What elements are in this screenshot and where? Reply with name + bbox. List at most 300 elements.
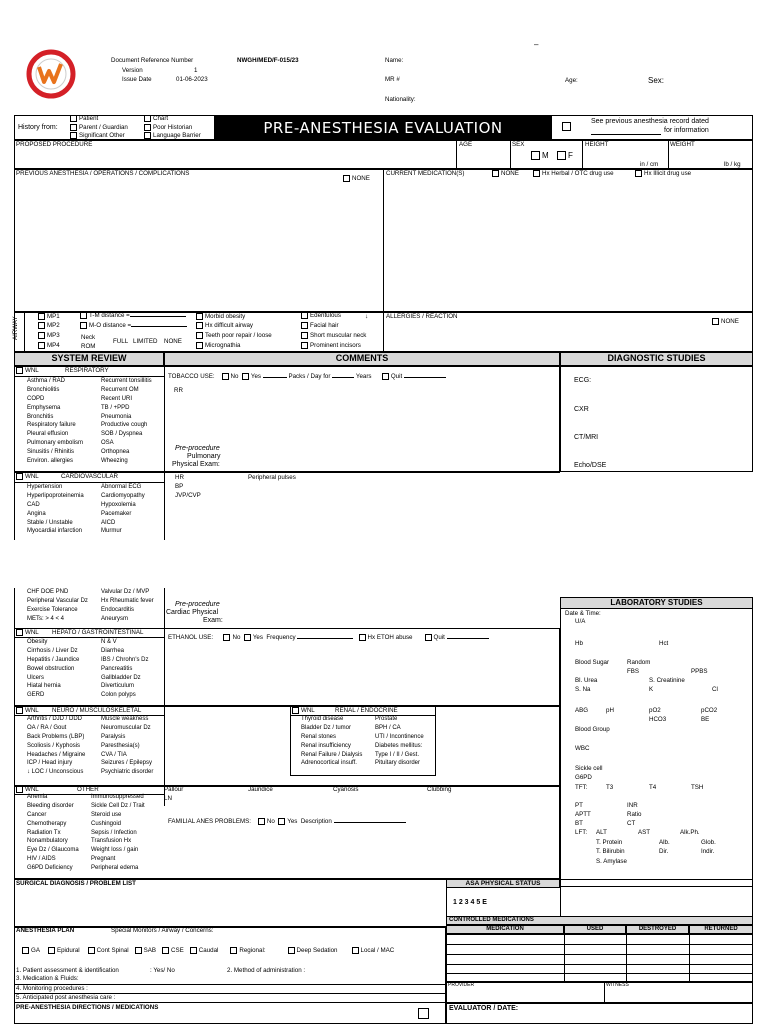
asa-header: ASA PHYSICAL STATUS bbox=[446, 879, 560, 888]
col-medication: MEDICATION bbox=[446, 925, 564, 934]
resp-right-list bbox=[101, 378, 152, 467]
condition-item[interactable]: METs: > 4 < 4 bbox=[27, 615, 65, 622]
plan-option[interactable] bbox=[48, 947, 80, 954]
anesthesia-plan-label: ANESTHESIA PLAN bbox=[16, 927, 75, 934]
resp-wnl[interactable]: WNL bbox=[16, 367, 39, 374]
bp-label: BP bbox=[175, 483, 184, 490]
renal-right-list bbox=[375, 716, 424, 769]
see-prev-date-line[interactable] bbox=[591, 134, 661, 135]
diagnostic-header: DIAGNOSTIC STUDIES bbox=[560, 352, 753, 366]
cardio-wnl[interactable]: WNL bbox=[16, 473, 39, 480]
condition-item[interactable]: Sepsis / Infection bbox=[91, 829, 137, 836]
resp-title: RESPIRATORY bbox=[65, 367, 109, 374]
condition-item[interactable]: CAD bbox=[27, 501, 40, 508]
condition-item[interactable]: Peripheral Vascular Dz bbox=[27, 597, 88, 604]
condition-item[interactable]: Renal stones bbox=[301, 733, 337, 740]
condition-item[interactable]: CVA / TIA bbox=[101, 751, 127, 758]
lab-bl-urea: Bl. Urea bbox=[575, 677, 598, 684]
teeth-poor[interactable]: Teeth poor repair / loose bbox=[196, 332, 272, 339]
plan-options bbox=[22, 947, 394, 954]
morbid-obesity[interactable]: Morbid obesity bbox=[196, 313, 245, 320]
cyanosis-label: Cyanosis bbox=[333, 786, 359, 793]
rom-none[interactable]: NONE bbox=[164, 338, 182, 345]
evaluator-label: EVALUATOR / DATE: bbox=[449, 1005, 519, 1012]
micrognathia[interactable]: Micrognathia bbox=[196, 342, 240, 349]
condition-item[interactable]: Bronchitis bbox=[27, 413, 54, 420]
lab-glob: Glob. bbox=[701, 839, 716, 846]
hepato-left-list bbox=[27, 639, 79, 701]
tm-distance[interactable]: T-M distance = bbox=[80, 312, 186, 319]
plan-option-label: Caudal bbox=[198, 947, 219, 955]
ecg-label: ECG: bbox=[574, 377, 592, 384]
doc-ref-value: NWGH/MED/F-015/23 bbox=[237, 57, 299, 64]
condition-item[interactable]: Myocardial infarction bbox=[27, 528, 83, 535]
condition-item[interactable]: Hiatal hernia bbox=[27, 683, 61, 690]
plan-option-label: Cont Spinal bbox=[96, 947, 129, 955]
neck-label: Neck bbox=[81, 334, 96, 341]
condition-item[interactable]: Productive cough bbox=[101, 422, 148, 429]
other-title: OTHER bbox=[77, 786, 99, 793]
lab-blood-group: Blood Group bbox=[575, 726, 610, 733]
plan-option[interactable] bbox=[230, 947, 265, 954]
mp2[interactable]: MP2 bbox=[38, 322, 60, 329]
condition-item[interactable]: Adrenocortical insuff. bbox=[301, 760, 357, 767]
lab-tft: TFT: bbox=[575, 784, 588, 791]
neuro-left-list bbox=[27, 716, 85, 778]
history-opt-language[interactable]: Language Barrier bbox=[144, 132, 201, 139]
condition-item[interactable]: ICP / Head injury bbox=[27, 760, 73, 767]
provider-label: PROVIDER bbox=[448, 982, 475, 988]
condition-item[interactable]: Hyperlipoproteinemia bbox=[27, 492, 84, 499]
sex-m[interactable]: M bbox=[531, 151, 549, 160]
lab-tbili: T. Bilirubin bbox=[596, 848, 625, 855]
condition-item[interactable]: G6PD Deficiency bbox=[27, 865, 73, 872]
checkbox-icon bbox=[135, 947, 142, 954]
condition-item[interactable]: Recurrent OM bbox=[101, 386, 139, 393]
lab-ph: pH bbox=[606, 707, 614, 714]
plan-option[interactable] bbox=[88, 947, 129, 954]
peripheral-pulses-label: Peripheral pulses bbox=[248, 474, 296, 481]
condition-item[interactable]: HIV / AIDS bbox=[27, 856, 56, 863]
condition-item[interactable]: Endocarditis bbox=[101, 606, 135, 613]
hx-herbal[interactable]: Hx Herbal / OTC drug use bbox=[533, 170, 614, 177]
condition-item[interactable]: Bleeding disorder bbox=[27, 802, 74, 809]
cxr-label: CXR bbox=[574, 406, 589, 413]
history-opt-parent[interactable]: Parent / Guardian bbox=[70, 124, 128, 131]
lab-pt: PT bbox=[575, 802, 583, 809]
condition-item[interactable]: Prostate bbox=[375, 716, 398, 722]
plan-option[interactable] bbox=[135, 947, 156, 954]
resp-left-list bbox=[27, 378, 83, 467]
history-opt-chart[interactable]: Chart bbox=[144, 115, 168, 122]
lab-inr: INR bbox=[627, 802, 638, 809]
lab-ct: CT bbox=[627, 820, 636, 827]
condition-item[interactable]: Cushingoid bbox=[91, 820, 122, 827]
phys-exam-label: Physical Exam: bbox=[172, 461, 220, 468]
checkbox-icon bbox=[190, 947, 197, 954]
condition-item[interactable]: Weight loss / gain bbox=[91, 847, 139, 854]
plan-option[interactable] bbox=[288, 947, 338, 954]
condition-item[interactable]: Asthma / RAD bbox=[27, 378, 66, 384]
condition-item[interactable]: Radiation Tx bbox=[27, 829, 61, 836]
history-opt-poor[interactable]: Poor Historian bbox=[144, 124, 192, 131]
condition-item[interactable]: Bowel obstruction bbox=[27, 665, 75, 672]
plan-option[interactable] bbox=[352, 947, 395, 954]
proposed-procedure-label: PROPOSED PROCEDURE bbox=[16, 141, 93, 148]
condition-item[interactable]: Pancreatitis bbox=[101, 665, 133, 672]
comments-header: COMMENTS bbox=[164, 352, 560, 366]
echo-label: Echo/DSE bbox=[574, 462, 607, 469]
condition-item[interactable]: Emphysema bbox=[27, 404, 61, 411]
condition-item[interactable]: BPH / CA bbox=[375, 724, 401, 731]
lab-bt: BT bbox=[575, 820, 583, 827]
lab-hco3: HCO3 bbox=[649, 716, 667, 723]
ctmri-label: CT/MRI bbox=[574, 434, 599, 441]
mp3[interactable]: MP3 bbox=[38, 332, 60, 339]
condition-item[interactable]: Cancer bbox=[27, 811, 47, 818]
plan-option-label: CSE bbox=[171, 947, 184, 955]
plan-item-5: 5. Anticipated post anesthesia care : bbox=[16, 994, 116, 1001]
condition-item[interactable]: Arthritis / DJD / DDD bbox=[27, 716, 83, 722]
system-review-header: SYSTEM REVIEW bbox=[14, 352, 164, 366]
condition-item[interactable]: Abnormal ECG bbox=[101, 484, 142, 490]
see-prev-label: See previous anesthesia record dated bbox=[591, 118, 709, 125]
lab-lft: LFT: bbox=[575, 829, 588, 836]
see-prev-checkbox[interactable] bbox=[562, 122, 573, 131]
checkbox-icon bbox=[48, 947, 55, 954]
sex-f[interactable]: F bbox=[557, 151, 573, 160]
cardiac-pre-proc: Pre-procedure bbox=[175, 601, 220, 608]
condition-item[interactable]: Seizures / Epilepsy bbox=[101, 760, 153, 767]
condition-item[interactable]: Pacemaker bbox=[101, 510, 132, 517]
condition-item[interactable]: Exercise Tolerance bbox=[27, 606, 78, 613]
down-arrow-icon: ↓ bbox=[365, 313, 369, 320]
cardiac-exam: Exam: bbox=[203, 617, 223, 624]
lab-hct: Hct bbox=[659, 640, 669, 647]
lab-dir: Dir. bbox=[659, 848, 669, 855]
lab-abg: ABG bbox=[575, 707, 589, 714]
special-monitors-label: Special Monitors / Airway / Concerns: bbox=[111, 927, 214, 934]
other-right-list bbox=[91, 794, 145, 874]
issue-date-label: Issue Date bbox=[122, 76, 152, 83]
lb-kg-label: lb / kg bbox=[724, 161, 741, 168]
condition-item[interactable]: Cirrhosis / Liver Dz bbox=[27, 647, 78, 654]
condition-item[interactable]: Recurrent tonsillitis bbox=[101, 378, 152, 384]
ethanol-row: ETHANOL USE: No Yes Frequency Hx ETOH abuse Quit bbox=[168, 634, 489, 641]
condition-item[interactable]: Peripheral edema bbox=[91, 865, 139, 872]
rom-label: ROM bbox=[81, 343, 96, 350]
condition-item[interactable]: Headaches / Migraine bbox=[27, 751, 86, 758]
condition-item[interactable]: Recent URI bbox=[101, 395, 133, 402]
condition-item[interactable]: Anemia bbox=[27, 794, 48, 800]
cardiac-physical: Cardiac Physical bbox=[166, 609, 219, 616]
plan-option-label: Local / MAC bbox=[360, 947, 395, 955]
lab-tprotein: T. Protein bbox=[596, 839, 623, 846]
familial-row: FAMILIAL ANES PROBLEMS: No Yes Description bbox=[168, 818, 406, 825]
plan-option[interactable] bbox=[190, 947, 219, 954]
lab-wbc: WBC bbox=[575, 745, 590, 752]
history-from-label: History from: bbox=[18, 124, 58, 131]
condition-item[interactable]: Diarrhea bbox=[101, 647, 125, 654]
col-used: USED bbox=[564, 925, 626, 934]
weight-label: WEIGHT bbox=[670, 141, 695, 148]
condition-item[interactable]: Paralysis bbox=[101, 733, 126, 740]
condition-item[interactable]: Ulcers bbox=[27, 674, 45, 681]
directions-label: PRE-ANESTHESIA DIRECTIONS / MEDICATIONS bbox=[16, 1004, 159, 1011]
condition-item[interactable]: AICD bbox=[101, 519, 116, 526]
col-returned: RETURNED bbox=[689, 925, 753, 934]
condition-item[interactable]: Respiratory failure bbox=[27, 422, 76, 429]
allergies-none[interactable]: NONE bbox=[712, 318, 739, 325]
witness-label: WITNESS bbox=[606, 982, 629, 988]
condition-item[interactable]: Nonambulatory bbox=[27, 838, 68, 845]
version-label: Version bbox=[122, 67, 143, 74]
hx-difficult-airway[interactable]: Hx difficult airway bbox=[196, 322, 253, 329]
for-info-label: for information bbox=[664, 127, 709, 134]
lab-t3: T3 bbox=[606, 784, 614, 791]
lab-header: LABORATORY STUDIES bbox=[560, 597, 753, 609]
condition-item[interactable]: Steroid use bbox=[91, 811, 122, 818]
condition-item[interactable]: OSA bbox=[101, 440, 114, 447]
condition-item[interactable]: COPD bbox=[27, 395, 45, 402]
condition-item[interactable]: Immunosuppressed bbox=[91, 794, 144, 800]
condition-item[interactable]: Diverticulum bbox=[101, 683, 135, 690]
condition-item[interactable]: ↓ LOC / Unconscious bbox=[27, 769, 84, 776]
condition-item[interactable]: SOB / Dyspnea bbox=[101, 431, 143, 438]
neuro-block bbox=[14, 706, 560, 786]
dash: – bbox=[534, 40, 539, 49]
lab-ua: U/A bbox=[575, 618, 586, 625]
condition-item[interactable]: Scoliosis / Kyphosis bbox=[27, 742, 81, 749]
condition-item[interactable]: Muscle weakness bbox=[101, 716, 149, 722]
condition-item[interactable]: GERD bbox=[27, 692, 45, 699]
form-title: PRE-ANESTHESIA EVALUATION bbox=[214, 116, 552, 140]
lab-amylase: S. Amylase bbox=[596, 858, 627, 865]
lab-alt: ALT bbox=[596, 829, 607, 836]
hepato-title: HEPATO / GASTROINTESTINAL bbox=[52, 629, 144, 636]
condition-item[interactable]: Cardiomyopathy bbox=[101, 492, 145, 499]
condition-item[interactable]: Renal insufficiency bbox=[301, 742, 351, 749]
prev-none[interactable]: NONE bbox=[343, 175, 370, 182]
mp4[interactable]: MP4 bbox=[38, 342, 60, 349]
condition-item[interactable]: Bladder Dz / tumor bbox=[301, 724, 352, 731]
history-opt-patient[interactable]: Patient bbox=[70, 115, 98, 122]
tobacco-row: TOBACCO USE: No Yes Packs / Day for Years Quit bbox=[168, 373, 446, 380]
lab-alb: Alb. bbox=[659, 839, 670, 846]
checkbox-icon bbox=[162, 947, 169, 954]
facial-hair[interactable]: Facial hair bbox=[301, 322, 339, 329]
cardio-right-list bbox=[101, 484, 145, 537]
condition-item[interactable]: Paresthesia(s) bbox=[101, 742, 140, 749]
respiratory-block bbox=[14, 366, 560, 472]
checkbox-icon bbox=[230, 947, 237, 954]
mo-distance[interactable]: M-O distance = bbox=[80, 322, 187, 329]
condition-item[interactable]: Diabetes mellitus: bbox=[375, 742, 423, 749]
height-label: HEIGHT bbox=[585, 141, 609, 148]
plan-option-label: SAB bbox=[143, 947, 157, 955]
plan-item-1-yesno[interactable]: : Yes/ No bbox=[150, 967, 175, 974]
condition-item[interactable]: Pleural effusion bbox=[27, 431, 69, 438]
condition-item[interactable]: Sickle Cell Dz / Trait bbox=[91, 802, 145, 809]
lab-ast: AST bbox=[638, 829, 651, 836]
condition-item[interactable]: Pulmonary embolism bbox=[27, 440, 84, 447]
lab-pco2: pCO2 bbox=[701, 707, 718, 714]
meds-none[interactable]: NONE bbox=[492, 170, 519, 177]
age-label: Age: bbox=[565, 77, 578, 84]
name-label: Name: bbox=[385, 57, 404, 64]
renal-wnl[interactable]: WNL bbox=[292, 707, 315, 714]
condition-item[interactable]: Environ. allergies bbox=[27, 458, 74, 465]
mp1[interactable]: MP1 bbox=[38, 313, 60, 320]
condition-item[interactable]: Hypertension bbox=[27, 484, 63, 490]
condition-item[interactable]: Murmur bbox=[101, 528, 122, 535]
hepato-wnl[interactable]: WNL bbox=[16, 629, 39, 636]
asa-classes[interactable]: 1 2 3 4 5 E bbox=[453, 899, 487, 906]
cardio-title: CARDIOVASCULAR bbox=[61, 473, 118, 480]
other-left-list bbox=[27, 794, 79, 874]
renal-left-list bbox=[301, 716, 362, 769]
condition-item[interactable]: Chemotherapy bbox=[27, 820, 67, 827]
form-page-2 bbox=[0, 588, 768, 1024]
rom-limited[interactable]: LIMITED bbox=[133, 338, 158, 345]
pre-proc-label: Pre-procedure bbox=[175, 445, 220, 452]
condition-item[interactable]: Type I / II / Gest. bbox=[375, 751, 420, 758]
surgical-dx-label: SURGICAL DIAGNOSIS / PROBLEM LIST bbox=[16, 880, 136, 887]
condition-item[interactable]: Obesity bbox=[27, 639, 48, 645]
lab-k: K bbox=[649, 686, 654, 693]
renal-title: RENAL / ENDOCRINE bbox=[335, 707, 398, 714]
nationality-label: Nationality: bbox=[385, 96, 416, 103]
condition-item[interactable]: CHF DOE PND bbox=[27, 589, 69, 595]
clubbing-label: Clubbing bbox=[427, 786, 452, 793]
condition-item[interactable]: Hypoxolemia bbox=[101, 501, 136, 508]
plan-option-label: GA bbox=[31, 947, 40, 955]
condition-item[interactable]: N & V bbox=[101, 639, 117, 645]
condition-item[interactable]: IBS / Chrohn's Dz bbox=[101, 656, 149, 663]
lab-s-na: S. Na bbox=[575, 686, 591, 693]
plan-option-label: Deep Sedation bbox=[296, 947, 338, 955]
condition-item[interactable]: Bronchiolitis bbox=[27, 386, 60, 393]
version-value: 1 bbox=[194, 67, 198, 74]
checkbox-icon bbox=[352, 947, 359, 954]
cardio2-left-list bbox=[27, 589, 88, 625]
pallour-label: Pallour bbox=[164, 786, 184, 793]
lab-alk: Alk.Ph. bbox=[680, 829, 700, 836]
condition-item[interactable]: TB / +PPD bbox=[101, 404, 130, 411]
lab-t4: T4 bbox=[649, 784, 657, 791]
prominent-incisors[interactable]: Prominent incisors bbox=[301, 342, 361, 349]
condition-item[interactable]: Eye Dz / Glaucoma bbox=[27, 847, 79, 854]
condition-item[interactable]: Pneumonia bbox=[101, 413, 132, 420]
condition-item[interactable]: Pregnant bbox=[91, 856, 116, 863]
age-field-label: AGE bbox=[459, 141, 473, 148]
condition-item[interactable]: Orthopnea bbox=[101, 449, 130, 456]
lab-datetime: Date & Time: bbox=[565, 610, 601, 617]
condition-item[interactable]: Hepatitis / Jaundice bbox=[27, 656, 80, 663]
prev-anesthesia-label: PREVIOUS ANESTHESIA / OPERATIONS / COMPLICATIONS bbox=[16, 170, 190, 177]
plan-item-1: 1. Patient assessment & identification bbox=[16, 967, 119, 974]
condition-item[interactable]: Sinusitis / Rhinitis bbox=[27, 449, 75, 456]
hepato-right-list bbox=[101, 639, 149, 701]
neuro-title: NEURO / MUSCULOSKELETAL bbox=[52, 707, 142, 714]
controlled-meds-table[interactable] bbox=[446, 934, 753, 982]
mr-label: MR # bbox=[385, 76, 400, 83]
checkbox-icon bbox=[22, 947, 29, 954]
lab-ratio: Ratio bbox=[627, 811, 642, 818]
condition-item[interactable]: Thyroid disease bbox=[301, 716, 344, 722]
plan-option[interactable] bbox=[22, 947, 40, 954]
jvp-label: JVP/CVP bbox=[175, 492, 201, 499]
condition-item[interactable]: OA / RA / Gout bbox=[27, 724, 67, 731]
rr-label: RR bbox=[174, 387, 183, 394]
condition-item[interactable]: Wheezing bbox=[101, 458, 128, 465]
cardio-left-list bbox=[27, 484, 84, 537]
hospital-logo bbox=[26, 49, 76, 99]
rom-full[interactable]: FULL bbox=[113, 338, 129, 345]
condition-item[interactable]: Psychiatric disorder bbox=[101, 769, 154, 776]
ln-label: LN bbox=[164, 795, 172, 802]
airway-label: AIRWAY bbox=[12, 316, 19, 340]
lab-sickle: Sickle cell bbox=[575, 765, 603, 772]
condition-item[interactable]: Colon polyps bbox=[101, 692, 136, 699]
condition-item[interactable]: Stable / Unstable bbox=[27, 519, 73, 526]
jaundice-label: Jaundice bbox=[248, 786, 273, 793]
col-destroyed: DESTROYED bbox=[626, 925, 689, 934]
condition-item[interactable]: Valvular Dz / MVP bbox=[101, 589, 150, 595]
plan-option-label: Regional: bbox=[239, 947, 266, 955]
condition-item[interactable]: Transfusion Hx bbox=[91, 838, 132, 845]
plan-option[interactable] bbox=[162, 947, 184, 954]
edentulous[interactable]: Edentulous bbox=[301, 312, 341, 319]
lab-indir: Indir. bbox=[701, 848, 715, 855]
condition-item[interactable]: Pituitary disorder bbox=[375, 760, 421, 767]
condition-item[interactable]: Aneurysm bbox=[101, 615, 129, 622]
provider-witness-row[interactable] bbox=[446, 982, 753, 1003]
lab-s-creat: S. Creatinine bbox=[649, 677, 685, 684]
lab-g6pd: G6PD bbox=[575, 774, 592, 781]
lab-studies-block bbox=[560, 597, 753, 887]
checkbox-icon bbox=[88, 947, 95, 954]
lab-ppbs: PPBS bbox=[691, 668, 708, 675]
lab-cl: Cl bbox=[712, 686, 718, 693]
directions-checkbox[interactable] bbox=[418, 1008, 431, 1019]
condition-item[interactable]: UTI / Incontinence bbox=[375, 733, 424, 740]
neuro-wnl[interactable]: WNL bbox=[16, 707, 39, 714]
plan-option-label: Epidural bbox=[56, 947, 80, 955]
plan-item-3: 3. Medication & Fluids: bbox=[16, 975, 79, 982]
history-opt-significant[interactable]: Significant Other bbox=[70, 132, 125, 139]
lab-fbs: FBS bbox=[627, 668, 640, 675]
condition-item[interactable]: Gallbladder Dz bbox=[101, 674, 141, 681]
checkbox-icon bbox=[288, 947, 295, 954]
hx-illicit[interactable]: Hx Illicit drug use bbox=[635, 170, 691, 177]
lab-hb: Hb bbox=[575, 640, 583, 647]
condition-item[interactable]: Renal Failure / Dialysis bbox=[301, 751, 363, 758]
condition-item[interactable]: Neuromuscular Dz bbox=[101, 724, 151, 731]
current-meds-label: CURRENT MEDICATION(S) bbox=[386, 170, 465, 177]
condition-item[interactable]: Hx Rheumatic fever bbox=[101, 597, 154, 604]
lab-tsh: TSH bbox=[691, 784, 704, 791]
sex-field-label: SEX bbox=[512, 141, 525, 148]
other-wnl[interactable]: WNL bbox=[16, 786, 39, 793]
short-neck[interactable]: Short muscular neck bbox=[301, 332, 366, 339]
lab-aptt: APTT bbox=[575, 811, 591, 818]
condition-item[interactable]: Back Problems (LBP) bbox=[27, 733, 85, 740]
lab-po2: pO2 bbox=[649, 707, 661, 714]
pulmonary-label: Pulmonary bbox=[187, 453, 221, 460]
plan-item-2: 2. Method of administration : bbox=[227, 967, 306, 974]
condition-item[interactable]: Angina bbox=[27, 510, 46, 517]
